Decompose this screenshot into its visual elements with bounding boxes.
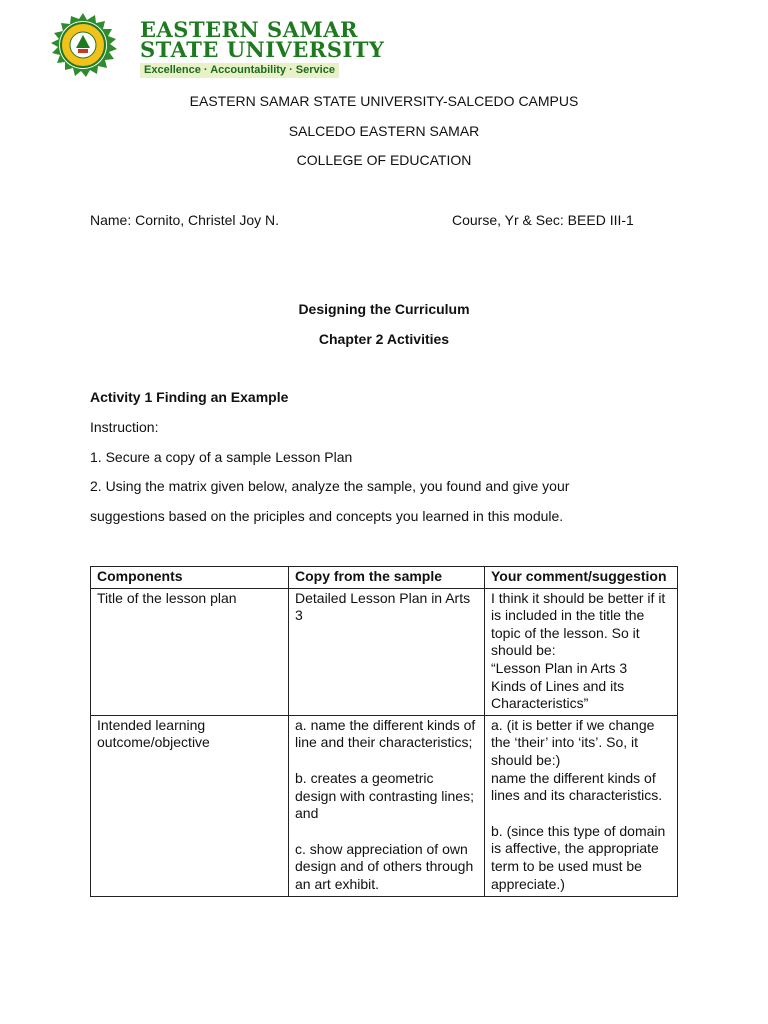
student-course: Course, Yr & Sec: BEED III-1 [452, 212, 634, 228]
row1-sample: Detailed Lesson Plan in Arts 3 [289, 588, 485, 715]
document-subtitle: Chapter 2 Activities [318, 331, 450, 347]
university-tagline: Excellence · Accountability · Service [140, 63, 339, 78]
activity-heading: Activity 1 Finding an Example [90, 389, 289, 405]
table-header-row [91, 567, 678, 589]
university-logo-header [34, 12, 394, 78]
header-sample: Copy from the sample [289, 567, 485, 589]
table-row [91, 715, 678, 896]
row1-comment [485, 588, 678, 715]
instruction-step-1: 1. Secure a copy of a sample Lesson Plan [90, 449, 353, 465]
header-comment: Your comment/suggestion [485, 567, 678, 589]
row2-sample-a: a. name the different kinds of line and their characteristics; [295, 716, 476, 751]
row2-comment-a-revised: name the different kinds of lines and its characteristics. [491, 769, 663, 804]
university-wordmark [140, 17, 385, 78]
document-title: Designing the Curriculum [298, 301, 470, 317]
row2-comment [485, 715, 678, 896]
row1-comment-quote-1: “Lesson Plan in Arts 3 [491, 659, 628, 676]
university-seal-icon [34, 12, 132, 78]
row1-component: Title of the lesson plan [91, 588, 289, 715]
college-heading: COLLEGE OF EDUCATION [296, 152, 472, 168]
wordmark-line2: STATE UNIVERSITY [140, 37, 385, 62]
row2-sample-b: b. creates a geometric design with contrasting lines; and [295, 769, 474, 822]
row2-sample [289, 715, 485, 896]
row2-comment-b: b. (since this type of domain is affective, the appropriate term to be used must be appreciate.) [491, 822, 666, 892]
location-heading: SALCEDO EASTERN SAMAR [288, 123, 480, 139]
analysis-matrix-table [90, 566, 678, 897]
wordmark-line1: EASTERN SAMAR [140, 17, 359, 42]
instruction-label: Instruction: [90, 419, 159, 435]
row2-comment-a: a. (it is better if we change the ‘their’ into ‘its’. So, it should be:) [491, 716, 655, 768]
row1-comment-quote-2: Kinds of Lines and its Characteristics” [491, 677, 625, 712]
header-components: Components [91, 567, 289, 589]
row1-comment-text: I think it should be better if it is included in the title the topic of the lesson. So it should be: [491, 589, 666, 659]
student-name: Name: Cornito, Christel Joy N. [90, 212, 280, 228]
row2-component: Intended learning outcome/objective [91, 715, 289, 896]
table-row [91, 588, 678, 715]
instruction-step-2-cont: suggestions based on the priciples and concepts you learned in this module. [90, 508, 564, 524]
instruction-step-2: 2. Using the matrix given below, analyze the sample, you found and give your [90, 478, 570, 494]
row2-sample-c: c. show appreciation of own design and of others through an art exhibit. [295, 840, 474, 892]
campus-heading: EASTERN SAMAR STATE UNIVERSITY-SALCEDO CAMPUS [189, 93, 579, 109]
